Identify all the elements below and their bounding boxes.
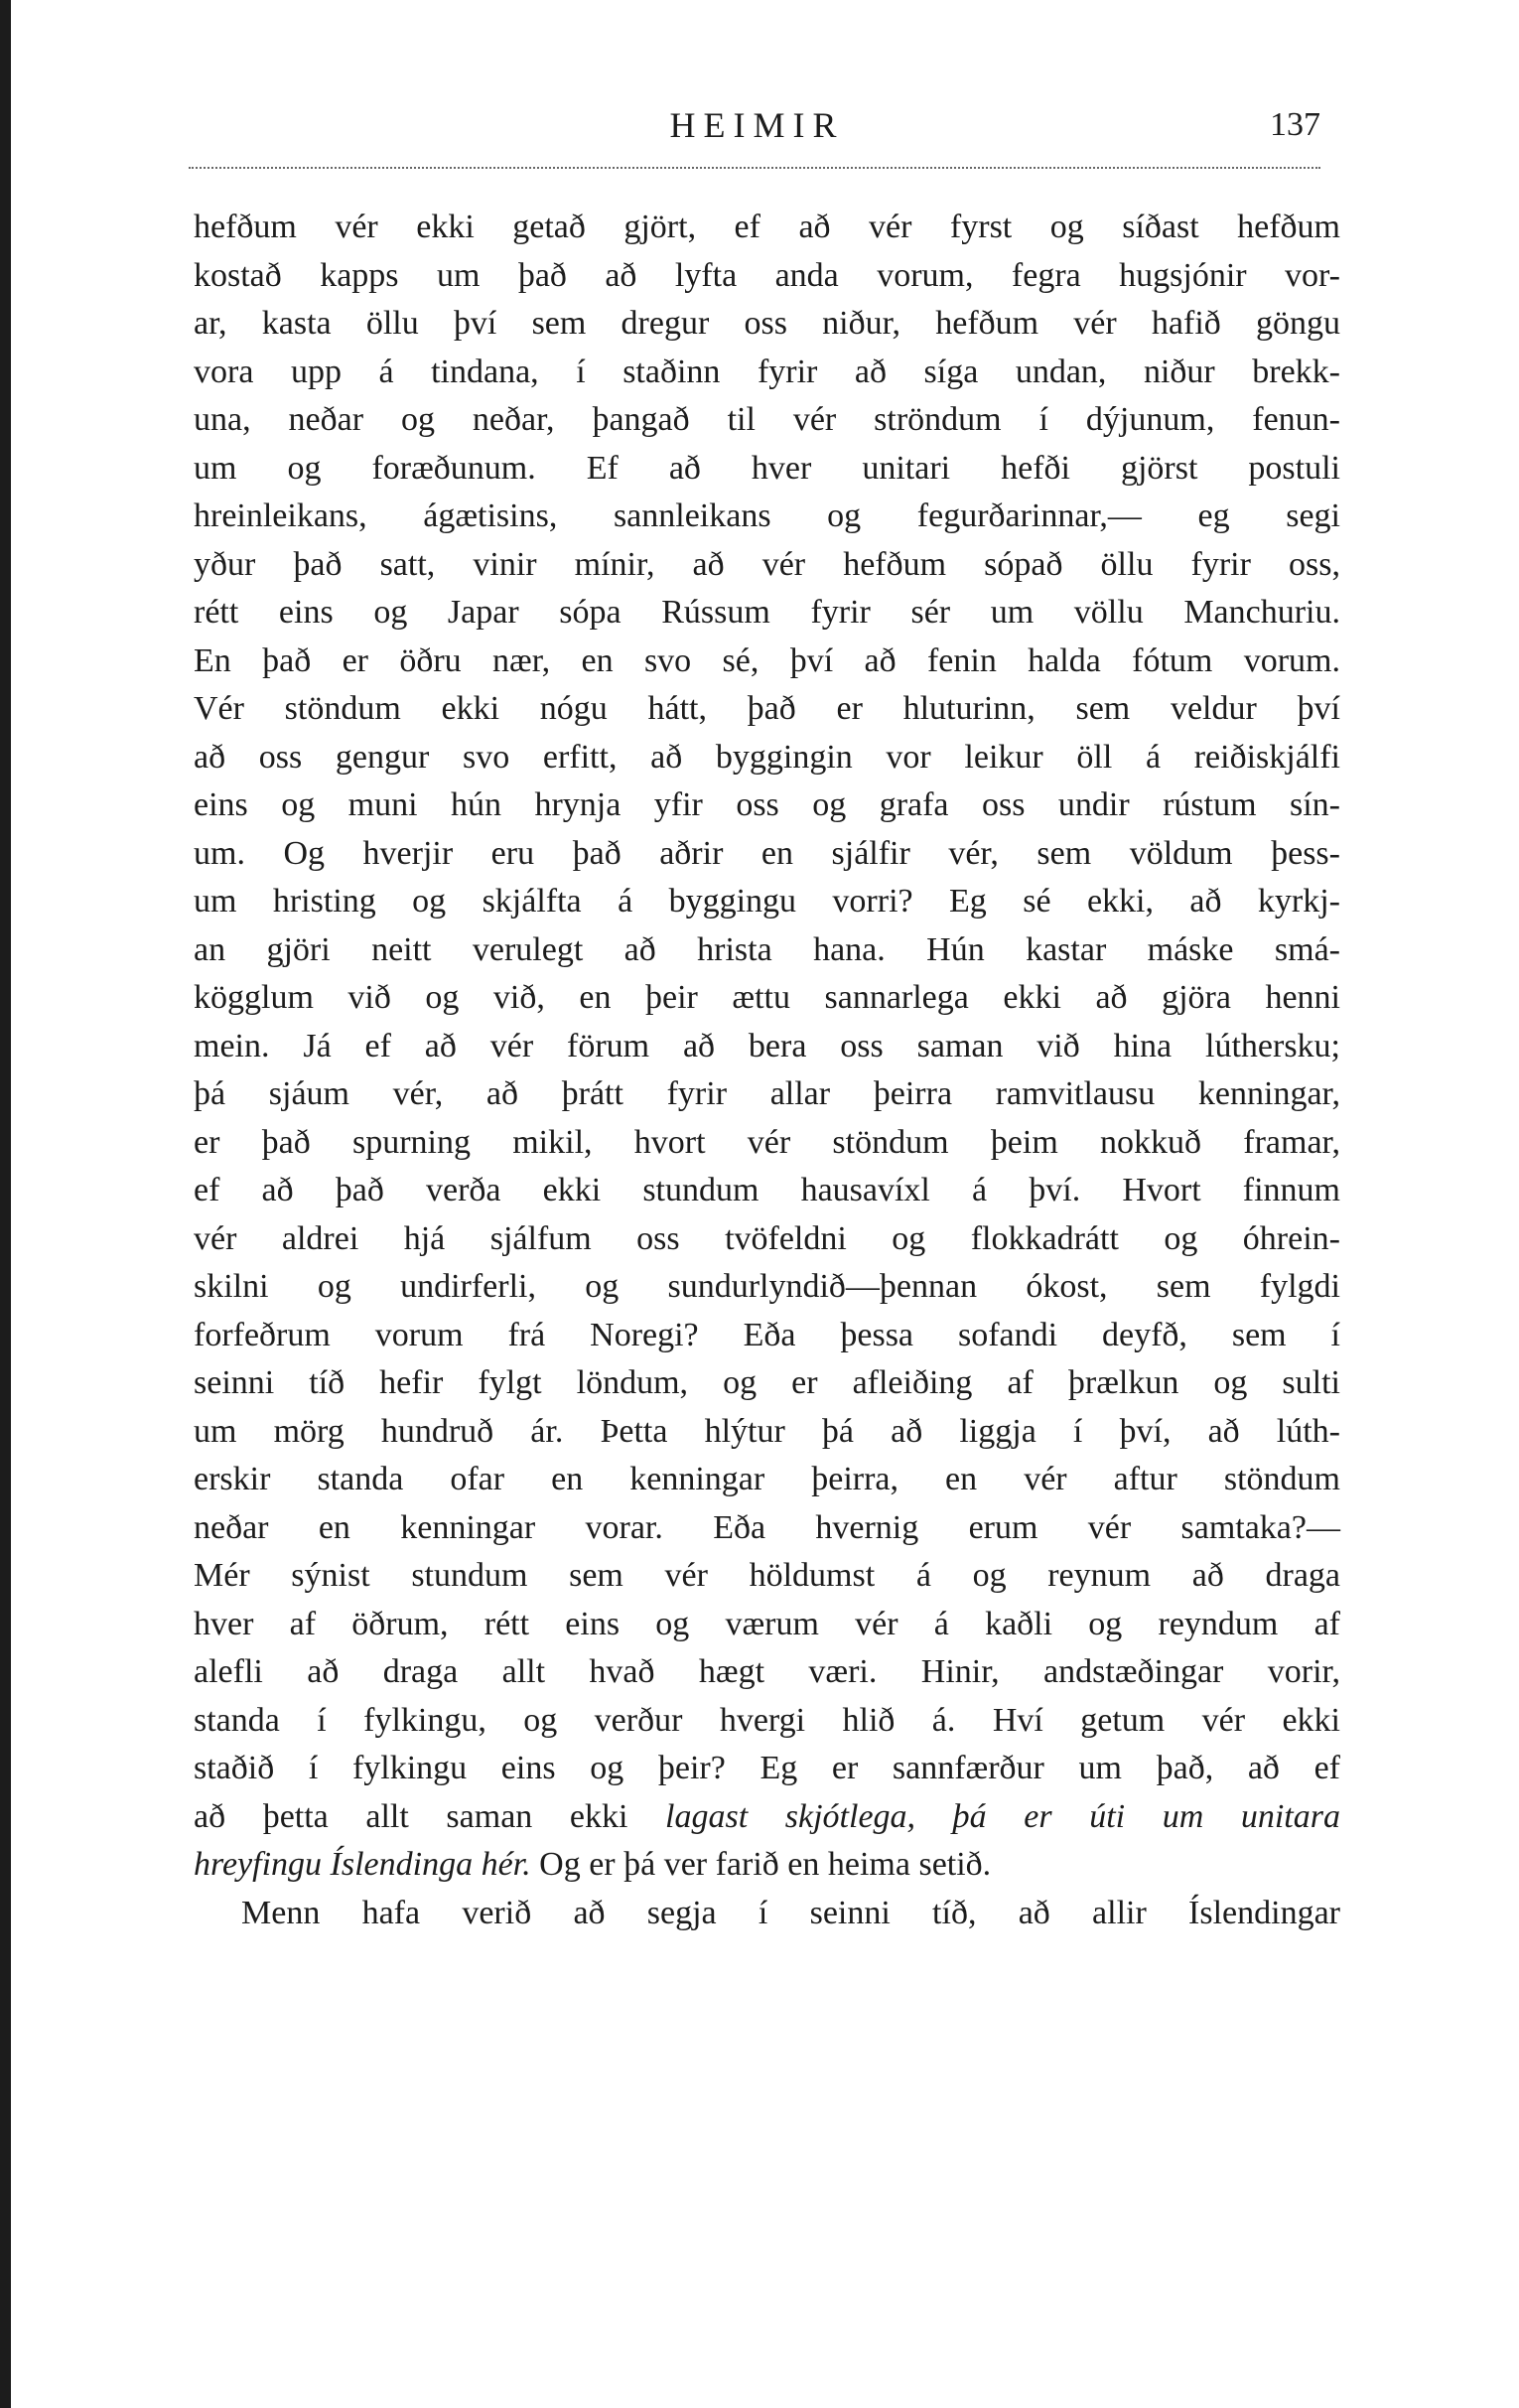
- text-line: um. Og hverjir eru það aðrir en sjálfir vér, sem völdum þess-: [194, 834, 1340, 872]
- text-line: erskir standa ofar en kenningar þeirra, en vér aftur stöndum: [194, 1461, 1340, 1497]
- text-line: una, neðar og neðar, þangað til vér ströndum í dýjunum, fenun-: [194, 401, 1340, 438]
- text-line-with-italic: [194, 1841, 1340, 1890]
- text-line: rétt eins og Japar sópa Rússum fyrir sér um völlu Manchuriu.: [194, 594, 1340, 631]
- page-number: 137: [1270, 106, 1320, 143]
- text-line: ef að það verða ekki stundum hausavíxl á því. Hvort finnum: [194, 1172, 1340, 1208]
- text-line: standa í fylkingu, og verður hvergi hlið á. Hví getum vér ekki: [194, 1701, 1340, 1739]
- body-text: [194, 204, 1340, 1937]
- page-header: [194, 104, 1320, 164]
- text-line: staðið í fylkingu eins og þeir? Eg er sannfærður um það, að ef: [194, 1750, 1340, 1786]
- text-line: vér aldrei hjá sjálfum oss tvöfeldni og flokkadrátt og óhrein-: [194, 1219, 1340, 1257]
- text-line: forfeðrum vorum frá Noregi? Eða þessa sofandi deyfð, sem í: [194, 1316, 1340, 1353]
- text-line: seinni tíð hefir fylgt löndum, og er afleiðing af þrælkun og sulti: [194, 1364, 1340, 1401]
- text-line: Vér stöndum ekki nógu hátt, það er hluturinn, sem veldur því: [194, 690, 1340, 727]
- text-line: hefðum vér ekki getað gjört, ef að vér fyrst og síðast hefðum: [194, 209, 1340, 245]
- text-segment: Og er þá ver farið en heima setið.: [530, 1846, 992, 1883]
- book-spine-edge: [0, 0, 11, 2408]
- text-line: um mörg hundruð ár. Þetta hlýtur þá að liggja í því, að lúth-: [194, 1412, 1340, 1450]
- text-line: yður það satt, vinir mínir, að vér hefðum sópað öllu fyrir oss,: [194, 545, 1340, 583]
- running-title: HEIMIR: [669, 105, 845, 145]
- text-line: þá sjáum vér, að þrátt fyrir allar þeirra ramvitlausu kenningar,: [194, 1075, 1340, 1112]
- text-line: En það er öðru nær, en svo sé, því að fenin halda fótum vorum.: [194, 641, 1340, 679]
- text-line: Mér sýnist stundum sem vér höldumst á og reynum að draga: [194, 1557, 1340, 1594]
- italic-phrase: hreyfingu Íslendinga hér.: [194, 1846, 531, 1883]
- text-line: neðar en kenningar vorar. Eða hvernig erum vér samtaka?—: [194, 1508, 1340, 1546]
- text-line: að oss gengur svo erfitt, að byggingin vor leikur öll á reiðiskjálfi: [194, 738, 1340, 776]
- text-line: um og foræðunum. Ef að hver unitari hefði gjörst postuli: [194, 449, 1340, 487]
- text-line: vora upp á tindana, í staðinn fyrir að síga undan, niður brekk-: [194, 353, 1340, 390]
- text-line: an gjöri neitt verulegt að hrista hana. Hún kastar máske smá-: [194, 930, 1340, 968]
- text-line: alefli að draga allt hvað hægt væri. Hinir, andstæðingar vorir,: [194, 1653, 1340, 1690]
- text-line: hreinleikans, ágætisins, sannleikans og fegurðarinnar,— eg segi: [194, 497, 1340, 534]
- text-line: eins og muni hún hrynja yfir oss og grafa oss undir rústum sín-: [194, 786, 1340, 823]
- text-line: um hristing og skjálfta á byggingu vorri? Eg sé ekki, að kyrkj-: [194, 883, 1340, 920]
- text-line: Menn hafa verið að segja í seinni tíð, að allir Íslendingar: [241, 1894, 1340, 1931]
- text-line: ar, kasta öllu því sem dregur oss niður, hefðum vér hafið göngu: [194, 305, 1340, 342]
- text-segment: að þetta allt saman ekki: [194, 1797, 666, 1835]
- header-rule: [189, 167, 1320, 169]
- text-line: skilni og undirferli, og sundurlyndið—þennan ókost, sem fylgdi: [194, 1268, 1340, 1305]
- text-line: er það spurning mikil, hvort vér stöndum þeim nokkuð framar,: [194, 1123, 1340, 1161]
- text-line-with-italic: [194, 1793, 1340, 1842]
- text-line: kögglum við og við, en þeir ættu sannarlega ekki að gjöra henni: [194, 979, 1340, 1016]
- text-line: kostað kapps um það að lyfta anda vorum, fegra hugsjónir vor-: [194, 256, 1340, 294]
- italic-phrase: lagast skjótlega, þá er úti um unitara: [665, 1797, 1340, 1835]
- text-line: hver af öðrum, rétt eins og værum vér á kaðli og reyndum af: [194, 1605, 1340, 1642]
- text-line: mein. Já ef að vér förum að bera oss saman við hina lúthersku;: [194, 1027, 1340, 1064]
